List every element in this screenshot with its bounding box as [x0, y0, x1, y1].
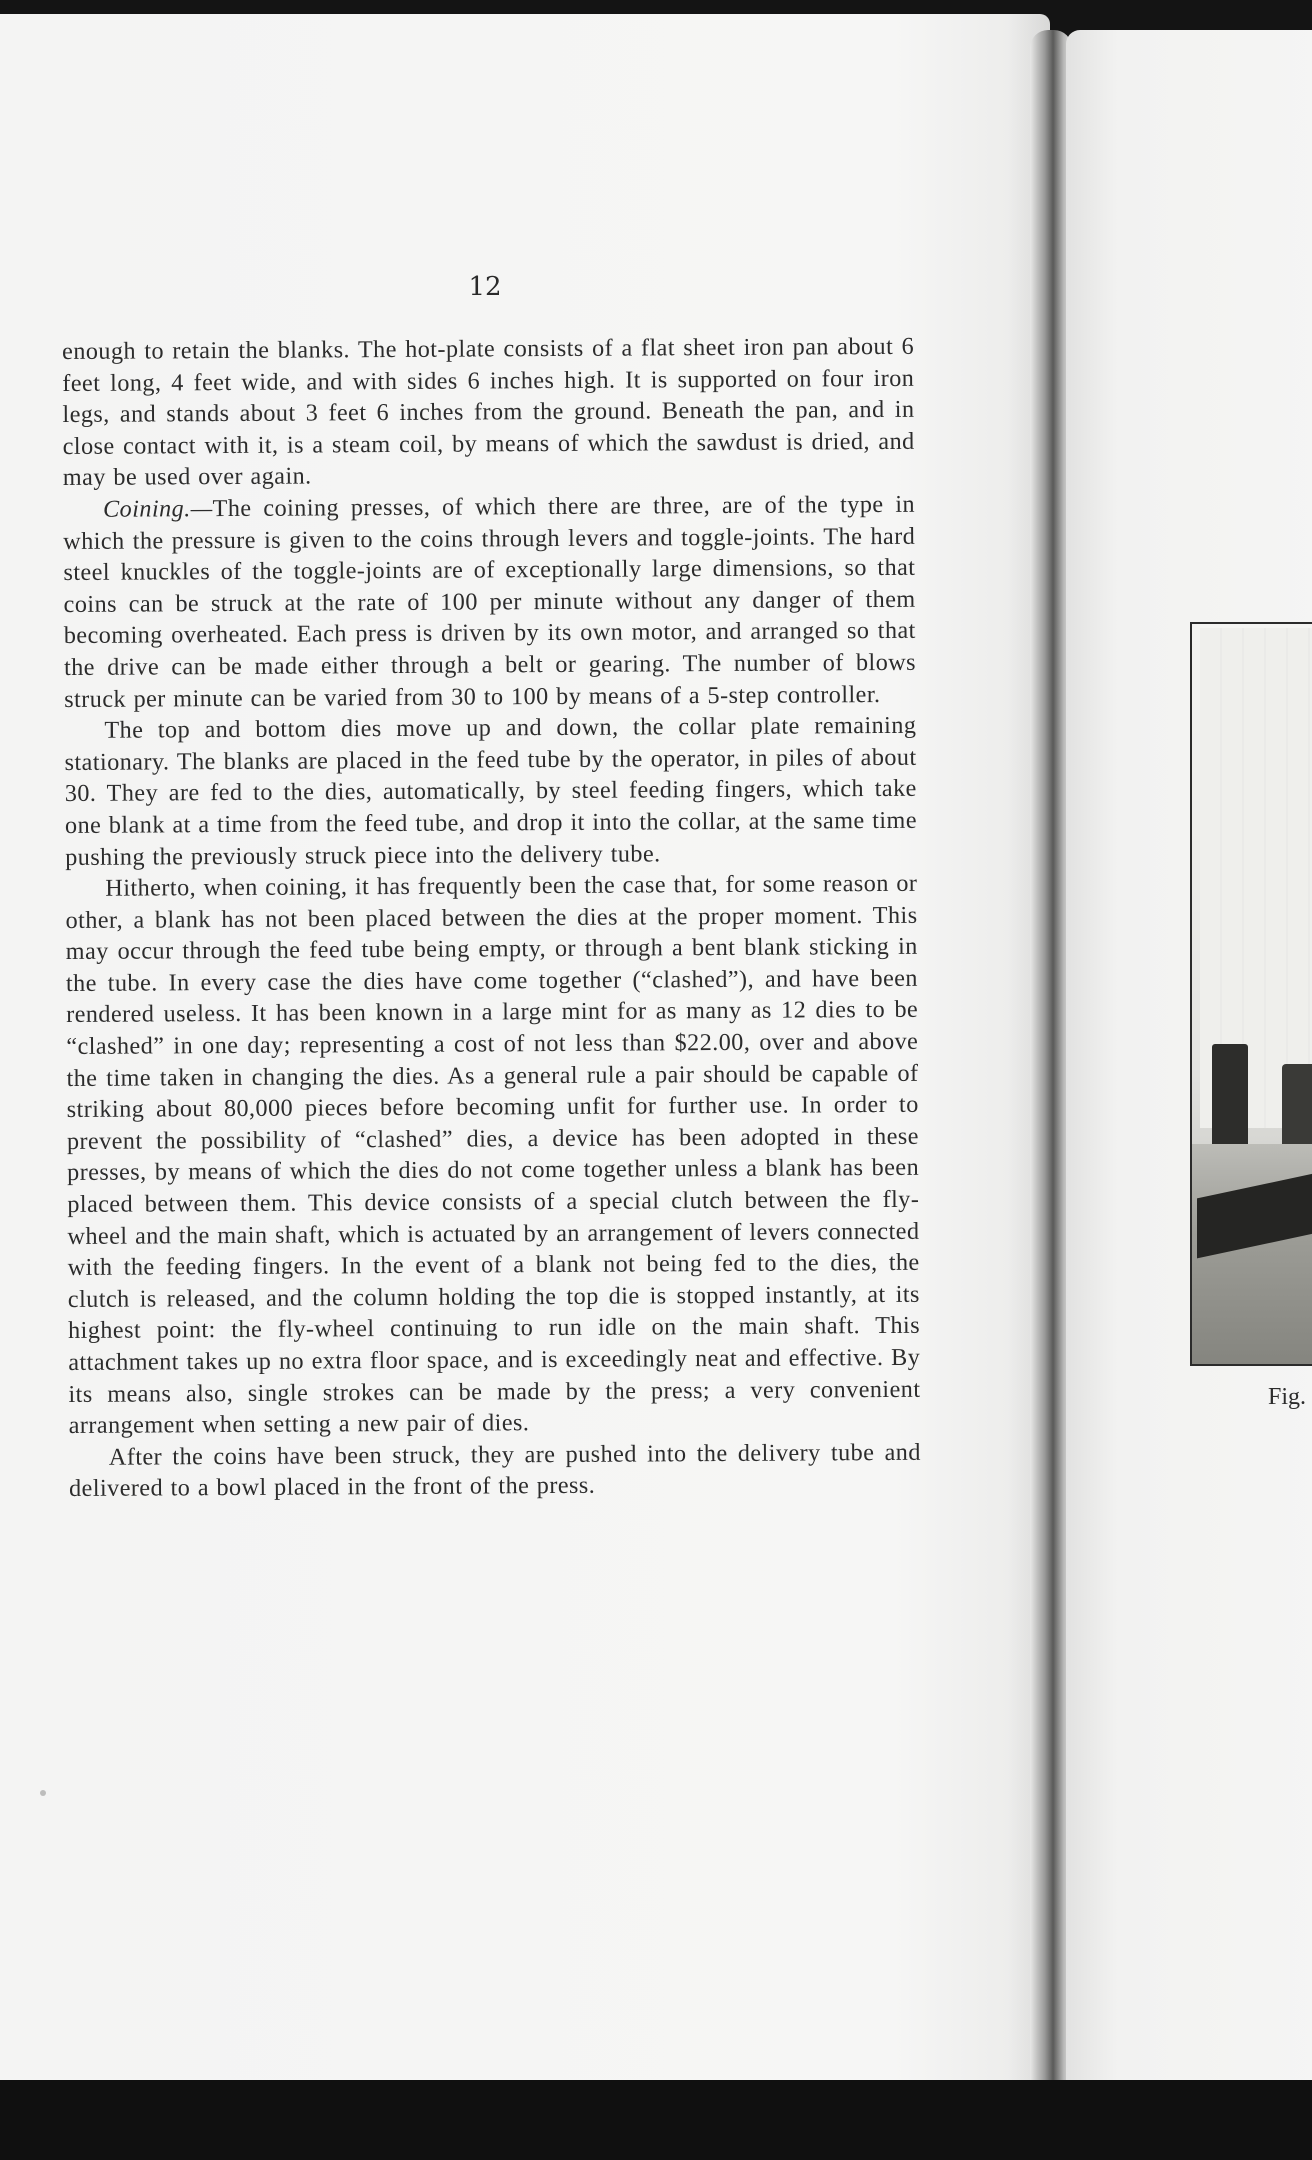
coining-paragraph-text: The coining presses, of which there are three, are of the type in which the pressure is given to the coins through levers and toggle-joints. The hard steel knuckles of the toggle-joints are of exceptionally large dimensions, so that coins can be struck at the rate of 100 per minute without any danger of them becoming overheated. Each press is driven by its own motor, and arranged so that the drive can be made either through a belt or gearing. The number of blows struck per minute can be varied from 30 to 100 by means of a 5-step controller.: [63, 490, 917, 713]
left-page: [0, 14, 1050, 2094]
scan-bottom-edge: [0, 2080, 1312, 2160]
paragraph-clashed-dies: Hitherto, when coining, it has frequently been the case that, for some reason or other, a blank has not been placed between the dies at the proper moment. This may occur through the feed tube being empty, or through a bent blank sticking in the tube. In every case the dies have come together (“clashed”), and have been rendered useless. It has been known in a large mint for as many as 12 dies to be “clashed” in one day; representing a cost of not less than $22.00, over and above the time taken in changing the dies. As a general rule a pair should be capable of striking about 80,000 pieces before becoming unfit for further use. In order to prevent the possibility of “clashed” dies, a device has been adopted in these presses, by means of which the dies do not come together unless a blank has been placed between them. This device consists of a special clutch between the fly-wheel and the main shaft, which is actuated by an arrangement of levers connected with the feeding fingers. In the event of a blank not being fed to the dies, the clutch is released, and the column holding the top die is stopped instantly, at its highest point: the fly-wheel continuing to run idle on the main shaft. This attachment takes up no extra floor space, and is exceedingly neat and effective. By its means also, single strokes can be made by the press; a very convenient arrangement when setting a new pair of dies.: [65, 869, 921, 1440]
press-room-photo: [1190, 622, 1312, 1366]
coining-run-in-heading: Coining.—: [102, 495, 213, 523]
paragraph-dies: The top and bottom dies move up and down, the collar plate remaining stationary. The blanks are placed in the feed tube by the operator, in piles of about 30. They are fed to the dies, automatically, by steel feeding fingers, which take one blank at a time from the feed tube, and drop it into the collar, at the same time pushing the previously struck piece into the delivery tube.: [64, 711, 918, 871]
paragraph-coining: [63, 489, 916, 715]
page-speck: [40, 1790, 46, 1796]
body-text: [62, 331, 921, 1505]
paragraph-delivery: After the coins have been struck, they are pushed into the delivery tube and delivered to a bowl placed in the front of the press.: [68, 1438, 921, 1503]
page-number: 12: [468, 272, 502, 302]
figure-caption: Fig.: [1268, 1384, 1307, 1410]
paragraph-hot-plate: enough to retain the blanks. The hot-plate consists of a flat sheet iron pan about 6 feet long, 4 feet wide, and with sides 6 inches high. It is supported on four iron legs, and stands about 3 feet 6 inches from the ground. Beneath the pan, and in close contact with it, is a steam coil, by means of which the sawdust is dried, and may be used over again.: [62, 332, 915, 492]
